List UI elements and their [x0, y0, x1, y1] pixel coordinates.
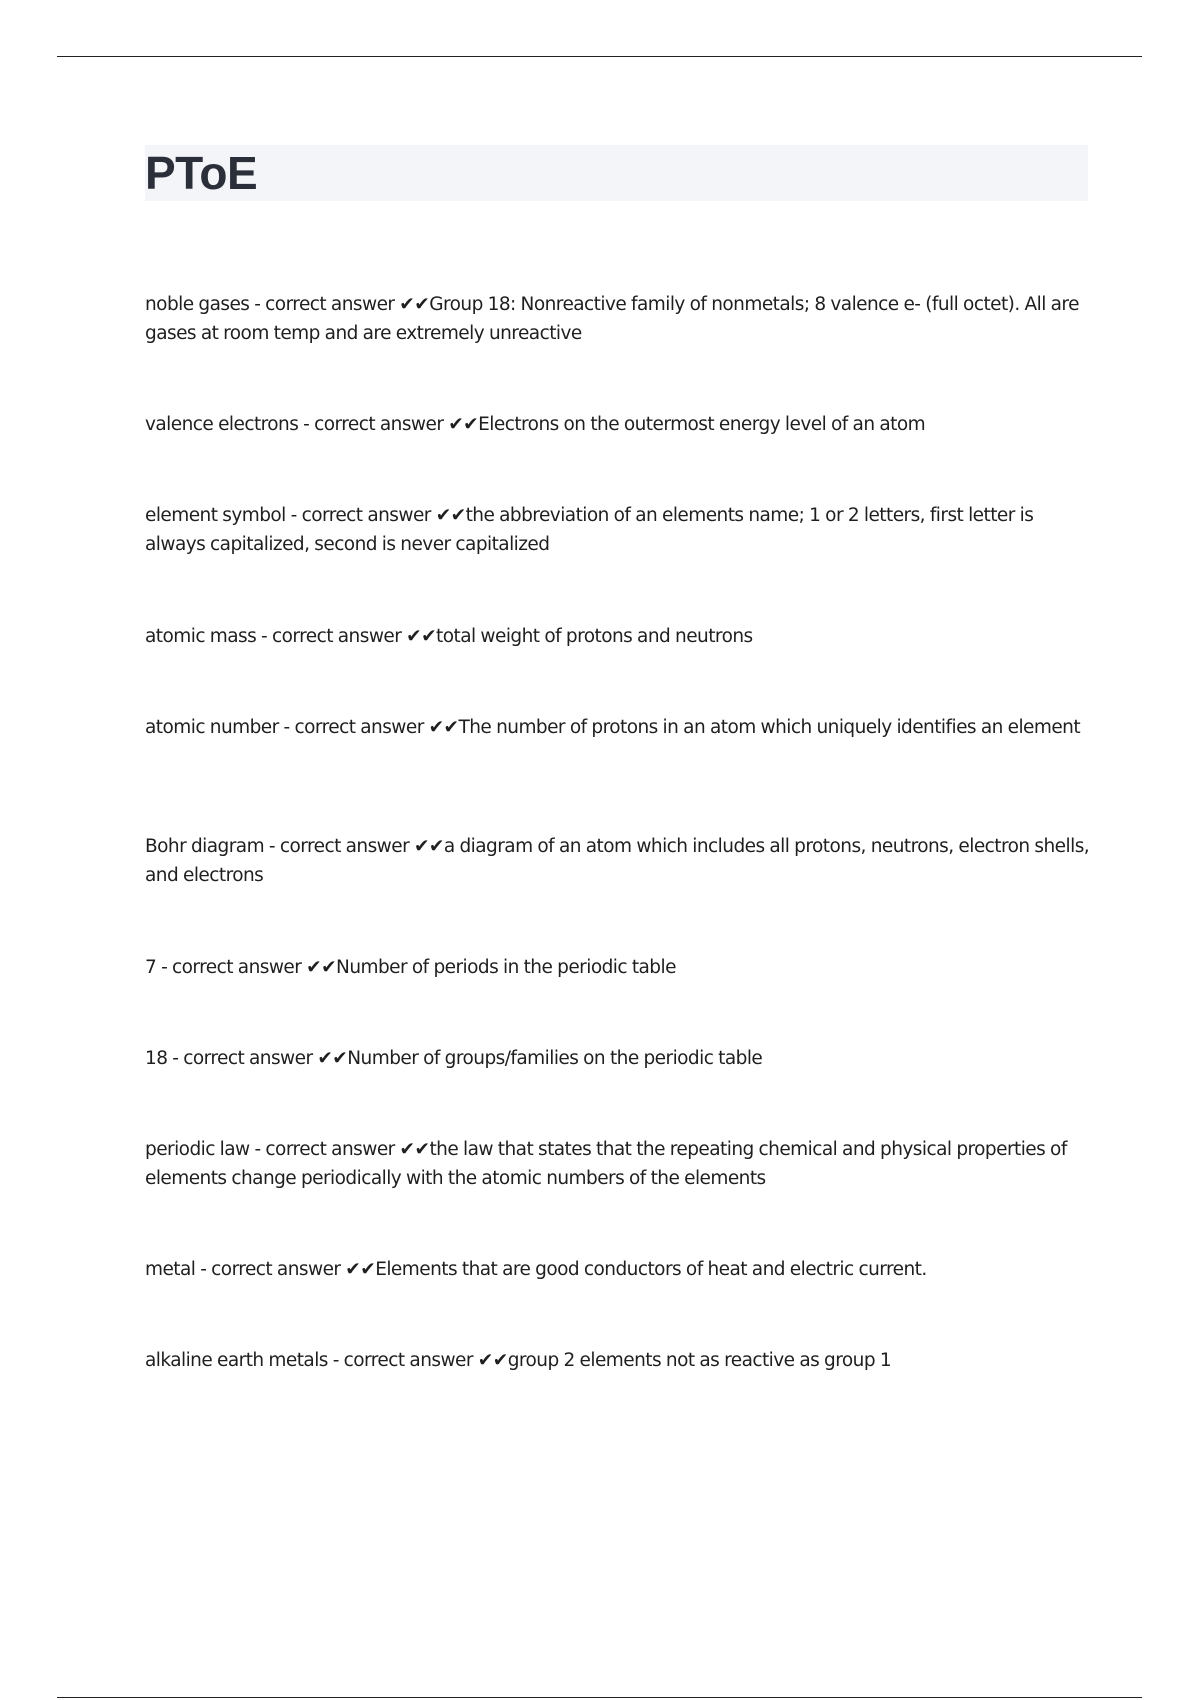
double-check-icon: ✔✔	[399, 1139, 430, 1160]
entry-term: atomic number	[145, 717, 279, 738]
footer-rule	[57, 1697, 1142, 1698]
entry-answer: total weight of protons and neutrons	[436, 626, 753, 647]
entry-separator: - correct answer	[249, 294, 400, 315]
flashcard-entry	[145, 622, 1090, 651]
entry-separator: - correct answer	[256, 626, 407, 647]
entry-term: atomic mass	[145, 626, 257, 647]
double-check-icon: ✔✔	[428, 717, 459, 738]
entry-separator: - correct answer	[285, 505, 436, 526]
double-check-icon: ✔✔	[413, 836, 444, 857]
entry-answer: Number of periods in the periodic table	[336, 957, 676, 978]
entry-separator: - correct answer	[156, 957, 307, 978]
entry-answer: the abbreviation of an elements name; 1 or 2 letters, first letter is always capitalized, second is never capitalized	[145, 505, 1034, 555]
entry-answer: Elements that are good conductors of heat and electric current.	[375, 1259, 927, 1280]
entry-separator: - correct answer	[298, 414, 449, 435]
flashcard-entry	[145, 713, 1090, 742]
title-band	[145, 145, 1088, 201]
page-title: PToE	[145, 147, 258, 199]
entry-term: 7	[145, 957, 157, 978]
flashcard-entry	[145, 501, 1090, 559]
flashcard-entry	[145, 1255, 1090, 1284]
flashcard-entry	[145, 1346, 1090, 1375]
double-check-icon: ✔✔	[345, 1259, 376, 1280]
flashcard-entry	[145, 1044, 1090, 1073]
entry-separator: - correct answer	[167, 1048, 318, 1069]
double-check-icon: ✔✔	[477, 1350, 508, 1371]
entry-term: periodic law	[145, 1139, 250, 1160]
entry-separator: - correct answer	[327, 1350, 478, 1371]
flashcard-entry	[145, 953, 1090, 982]
entry-separator: - correct answer	[264, 836, 414, 857]
double-check-icon: ✔✔	[406, 626, 437, 647]
entry-term: metal	[145, 1259, 196, 1280]
entry-answer: Group 18: Nonreactive family of nonmetals; 8 valence e- (full octet). All are gases at room temp and are extremely unreactive	[145, 294, 1079, 344]
entry-term: element symbol	[145, 505, 286, 526]
entry-term: valence electrons	[145, 414, 299, 435]
flashcard-entry	[145, 410, 1090, 439]
double-check-icon: ✔✔	[448, 414, 479, 435]
flashcard-entry	[145, 832, 1090, 890]
header-rule	[57, 56, 1142, 57]
entry-answer: The number of protons in an atom which uniquely identifies an element	[458, 717, 1081, 738]
entry-answer: the law that states that the repeating chemical and physical properties of elements change periodically with the atomic numbers of the elements	[145, 1139, 1067, 1189]
entry-term: alkaline earth metals	[145, 1350, 328, 1371]
entry-term: noble gases	[145, 294, 250, 315]
entry-answer: group 2 elements not as reactive as group 1	[507, 1350, 892, 1371]
double-check-icon: ✔✔	[399, 294, 430, 315]
entry-term: Bohr diagram	[145, 836, 265, 857]
entry-separator: - correct answer	[249, 1139, 400, 1160]
double-check-icon: ✔✔	[317, 1048, 348, 1069]
entry-answer: Electrons on the outermost energy level of an atom	[478, 414, 926, 435]
double-check-icon: ✔✔	[435, 505, 466, 526]
entry-term: 18	[145, 1048, 168, 1069]
entry-separator: - correct answer	[278, 717, 429, 738]
flashcard-entry	[145, 290, 1090, 348]
entry-answer: a diagram of an atom which includes all protons, neutrons, electron shells, and electrons	[145, 836, 1090, 886]
double-check-icon: ✔✔	[306, 957, 337, 978]
entry-separator: - correct answer	[195, 1259, 346, 1280]
entry-answer: Number of groups/families on the periodic table	[347, 1048, 763, 1069]
flashcard-entry	[145, 1135, 1090, 1193]
